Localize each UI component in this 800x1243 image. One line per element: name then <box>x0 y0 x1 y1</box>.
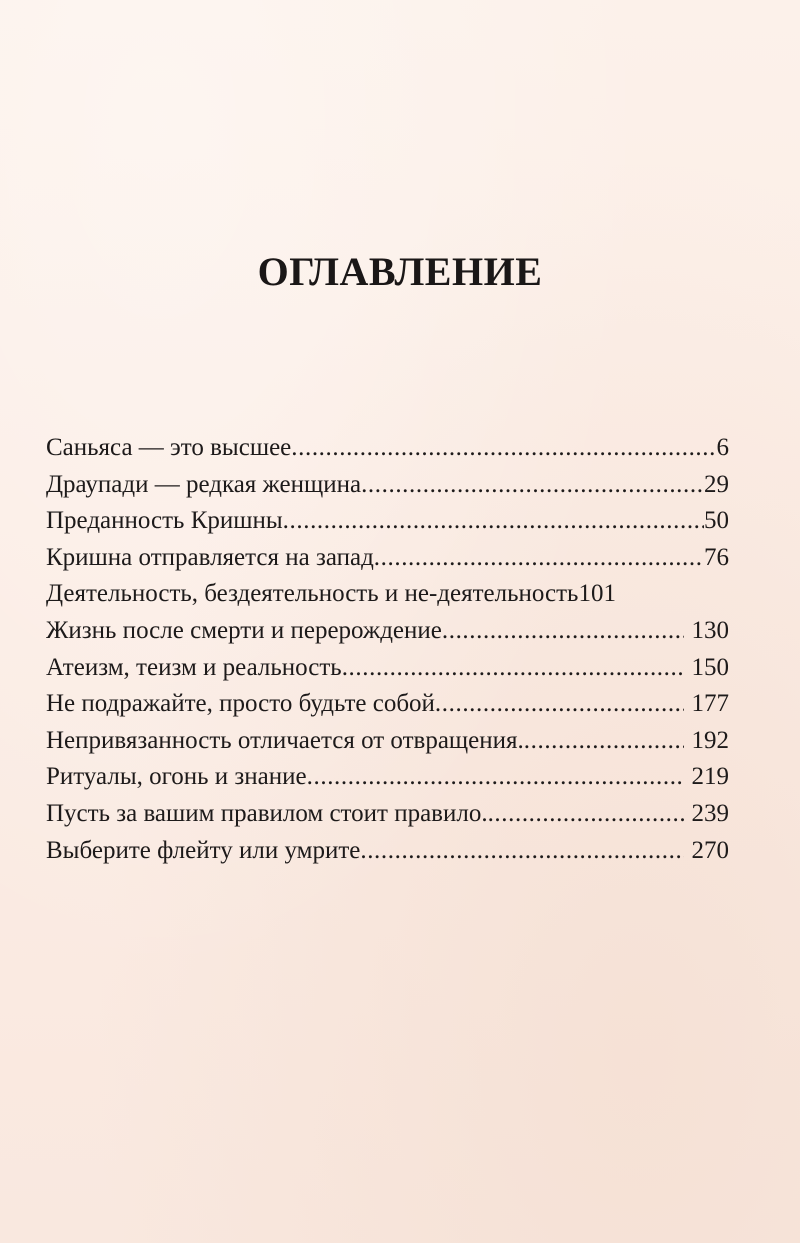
toc-page-number: 177 <box>691 690 729 718</box>
toc-leader-dots <box>442 613 684 650</box>
toc-entry <box>46 540 729 577</box>
toc-page-number: 150 <box>691 653 729 681</box>
toc-page-number: 101 <box>578 580 616 608</box>
toc-entry <box>46 833 729 870</box>
toc-leader-dots <box>360 833 683 870</box>
toc-leader-dots <box>488 796 684 833</box>
toc-leader-dots <box>283 503 704 540</box>
toc-entry-title: Ритуалы, огонь и знание <box>46 763 307 791</box>
toc-leader-dots <box>291 430 716 467</box>
toc-entry-title: Деятельность, бездеятельность и не-деятельность <box>46 580 579 608</box>
toc-entry-title: Непривязанность отличается от отвращения. <box>46 726 524 754</box>
toc-entry-title: Саньяса — это высшее <box>46 434 292 461</box>
toc-entry <box>46 686 729 723</box>
toc-entry <box>46 576 729 613</box>
toc-leader-dots <box>342 650 684 687</box>
toc-entry <box>46 796 729 833</box>
toc-entry <box>46 650 729 687</box>
table-of-contents <box>46 430 729 869</box>
toc-page-number: 130 <box>691 616 729 644</box>
toc-entry-title: Пусть за вашим правилом стоит правило. <box>46 799 488 827</box>
toc-entry <box>46 503 729 540</box>
toc-entry <box>46 467 729 504</box>
toc-page-number: 239 <box>691 799 729 827</box>
toc-entry <box>46 613 729 650</box>
toc-page-number: 192 <box>691 726 729 754</box>
toc-page-number: 6 <box>716 434 729 461</box>
toc-entry-title: Преданность Кришны <box>46 507 283 535</box>
toc-entry-title: Атеизм, теизм и реальность <box>46 653 342 681</box>
toc-page-number: 29 <box>704 470 729 498</box>
toc-page-number: 219 <box>691 763 729 791</box>
toc-leader-dots <box>307 759 684 796</box>
toc-page-number: 270 <box>691 836 729 864</box>
toc-leader-dots <box>524 723 684 760</box>
toc-leader-dots <box>374 540 704 577</box>
toc-entry-title: Не подражайте, просто будьте собой <box>46 690 435 718</box>
toc-entry-title: Жизнь после смерти и перерождение <box>46 616 442 644</box>
toc-leader-dots <box>435 686 684 723</box>
toc-entry-title: Выберите флейту или умрите <box>46 836 361 864</box>
toc-entry <box>46 430 729 467</box>
toc-page-number: 50 <box>704 507 729 535</box>
toc-entry-title: Драупади — редкая женщина <box>46 470 362 498</box>
toc-entry-title: Кришна отправляется на запад <box>46 543 374 571</box>
toc-page-number: 76 <box>704 543 729 571</box>
toc-entry <box>46 723 729 760</box>
toc-leader-dots <box>361 467 704 504</box>
toc-entry <box>46 759 729 796</box>
page-title: ОГЛАВЛЕНИЕ <box>257 249 543 294</box>
